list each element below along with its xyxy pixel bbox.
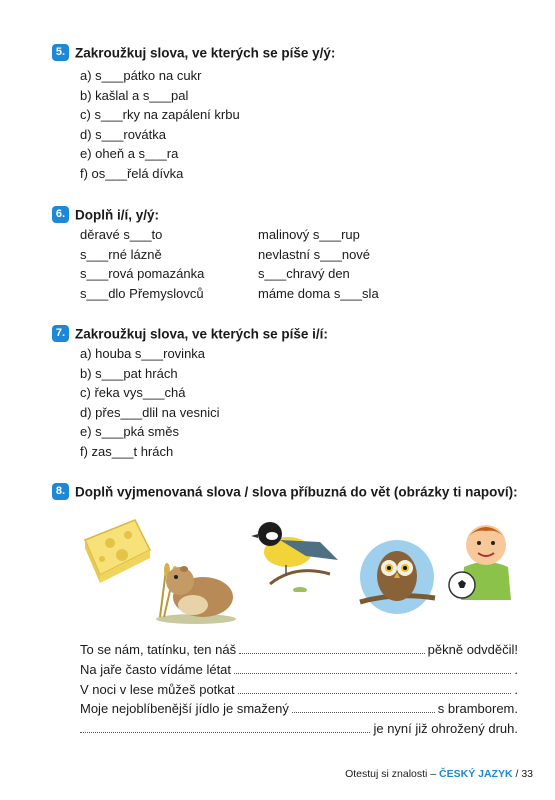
task-6-heading xyxy=(52,206,159,224)
list-item: máme doma s___sla xyxy=(258,285,379,301)
list-item: c) řeka vys___chá xyxy=(80,385,186,401)
list-item: s___rné lázně xyxy=(80,246,162,262)
task-number: 7. xyxy=(52,325,69,342)
task-number: 6. xyxy=(52,206,69,223)
sentence-row xyxy=(80,660,518,680)
sentence-start: To se nám, tatínku, ten náš xyxy=(80,642,237,657)
boy-image xyxy=(448,515,523,600)
sentence-start: Moje nejoblíbenější jídlo je smažený xyxy=(80,701,289,717)
task-8-heading xyxy=(52,483,518,501)
sentence-row xyxy=(80,699,518,719)
page-footer xyxy=(345,768,533,780)
owl-image xyxy=(355,540,440,615)
list-item: f) zas___t hrách xyxy=(80,443,174,459)
list-item: d) přes___dlil na vesnici xyxy=(80,404,220,420)
list-item: děravé s___to xyxy=(80,227,163,242)
footer-brand: ČESKÝ JAZYK xyxy=(439,768,513,780)
list-item: b) kašlal a s___pal xyxy=(80,87,189,103)
sentence-end: je nyní již ohrožený druh. xyxy=(373,721,518,737)
task-title: Zakroužkuj slova, ve kterých se píše i/í: xyxy=(75,326,328,342)
task-title: Doplň i/í, y/ý: xyxy=(75,207,160,223)
sentence-row xyxy=(80,640,518,660)
sentence-start: Na jaře často vídáme létat xyxy=(80,661,232,677)
sentence-end: pěkně odvděčil! xyxy=(427,642,518,657)
sentence-row xyxy=(80,719,518,739)
list-item: malinový s___rup xyxy=(258,227,360,242)
task-number: 5. xyxy=(52,44,69,61)
list-item: c) s___rky na zapálení krbu xyxy=(80,107,240,123)
list-item: s___chravý den xyxy=(258,266,350,282)
footer-text: Otestuj si znalosti – xyxy=(345,768,437,780)
sentence-end: . xyxy=(514,681,518,697)
answer-blank[interactable] xyxy=(80,720,370,733)
list-item: f) os___řelá dívka xyxy=(80,165,184,181)
cheese-image xyxy=(80,515,155,585)
sentence-end: . xyxy=(514,661,518,677)
task-5-items xyxy=(80,66,240,184)
bird-image xyxy=(250,512,340,592)
list-item: e) oheň a s___ra xyxy=(80,146,179,162)
list-item: s___dlo Přemyslovců xyxy=(80,285,204,301)
task-8-sentences xyxy=(80,640,518,739)
list-item: b) s___pat hrách xyxy=(80,365,178,381)
answer-blank[interactable] xyxy=(234,661,511,674)
answer-blank[interactable] xyxy=(238,681,512,694)
list-item: a) houba s___rovinka xyxy=(80,346,206,361)
list-item: s___rová pomazánka xyxy=(80,266,205,282)
task-7-items xyxy=(80,344,219,462)
task-number: 8. xyxy=(52,483,69,500)
task-title: Doplň vyjmenovaná slova / slova příbuzná do vět (obrázky ti napoví): xyxy=(75,484,518,500)
hamster-image xyxy=(148,555,243,625)
sentence-start: V noci v lese můžeš potkat xyxy=(80,681,235,697)
list-item: d) s___rovátka xyxy=(80,126,166,142)
page-number: / 33 xyxy=(515,768,533,780)
list-item: nevlastní s___nové xyxy=(258,246,371,262)
list-item: e) s___pká směs xyxy=(80,424,179,440)
list-item: a) s___pátko na cukr xyxy=(80,68,202,83)
task-title: Zakroužkuj slova, ve kterých se píše y/ý: xyxy=(75,45,336,61)
task-6-items xyxy=(80,225,379,303)
sentence-row xyxy=(80,680,518,700)
answer-blank[interactable] xyxy=(292,700,435,713)
sentence-end: s bramborem. xyxy=(437,701,518,717)
answer-blank[interactable] xyxy=(239,641,425,654)
task-5-heading xyxy=(52,44,335,62)
task-7-heading xyxy=(52,325,328,343)
